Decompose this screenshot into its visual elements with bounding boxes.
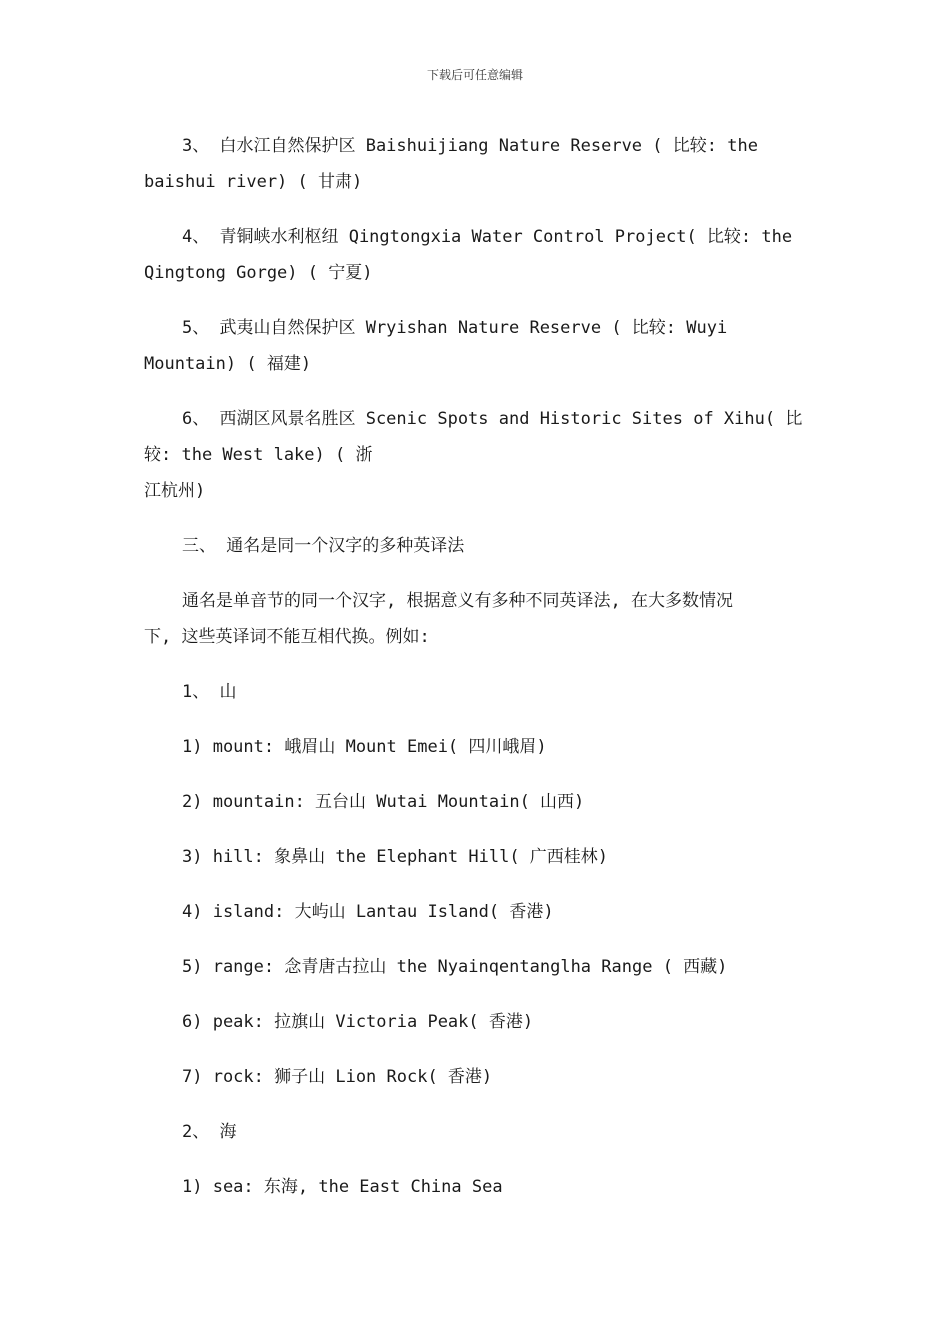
paragraph-line: baishui river) ( 甘肃) <box>144 172 363 192</box>
list-item <box>144 949 804 985</box>
paragraph-line: 4、 青铜峡水利枢纽 Qingtongxia Water Control Project( 比较: the <box>182 227 793 247</box>
list-item <box>144 1169 804 1205</box>
paragraph-item-6 <box>144 401 804 509</box>
section-heading <box>144 528 804 564</box>
paragraph-line: 1) sea: 东海, the East China Sea <box>182 1177 503 1197</box>
paragraph-line: 7) rock: 狮子山 Lion Rock( 香港) <box>182 1067 493 1087</box>
paragraph-line: 2、 海 <box>182 1122 237 1142</box>
document-body <box>144 128 804 1224</box>
paragraph-line: 三、 通名是同一个汉字的多种英译法 <box>182 536 465 556</box>
paragraph-line: 4) island: 大屿山 Lantau Island( 香港) <box>182 902 554 922</box>
list-item <box>144 894 804 930</box>
paragraph-line: 6) peak: 拉旗山 Victoria Peak( 香港) <box>182 1012 534 1032</box>
paragraph-line: 1、 山 <box>182 682 237 702</box>
paragraph-line: Mountain) ( 福建) <box>144 354 312 374</box>
page-header: 下载后可任意编辑 <box>426 68 523 82</box>
section-intro <box>144 583 804 655</box>
list-item <box>144 1059 804 1095</box>
subheading-sea <box>144 1114 804 1150</box>
paragraph-line: 2) mountain: 五台山 Wutai Mountain( 山西) <box>182 792 585 812</box>
paragraph-line: 1) mount: 峨眉山 Mount Emei( 四川峨眉) <box>182 737 547 757</box>
list-item <box>144 1004 804 1040</box>
paragraph-line: 5) range: 念青唐古拉山 the Nyainqentanglha Range ( 西藏) <box>182 957 728 977</box>
list-item <box>144 784 804 820</box>
paragraph-line: 3、 白水江自然保护区 Baishuijiang Nature Reserve ( 比较: the <box>182 136 758 156</box>
paragraph-line: 江杭州) <box>144 481 206 501</box>
paragraph-line: Qingtong Gorge) ( 宁夏) <box>144 263 373 283</box>
paragraph-line: 6、 西湖区风景名胜区 Scenic Spots and Historic Sites of Xihu( 比 <box>182 409 803 429</box>
paragraph-line: 3) hill: 象鼻山 the Elephant Hill( 广西桂林) <box>182 847 609 867</box>
paragraph-line: 下, 这些英译词不能互相代换。例如: <box>144 627 430 647</box>
paragraph-line: 5、 武夷山自然保护区 Wryishan Nature Reserve ( 比较: Wuyi <box>182 318 728 338</box>
paragraph-line: 较: the West lake) ( 浙 <box>144 445 373 465</box>
subheading-mountain <box>144 674 804 710</box>
paragraph-item-3 <box>144 128 804 200</box>
paragraph-item-5 <box>144 310 804 382</box>
paragraph-item-4 <box>144 219 804 291</box>
paragraph-line: 通名是单音节的同一个汉字, 根据意义有多种不同英译法, 在大多数情况 <box>182 591 733 611</box>
list-item <box>144 839 804 875</box>
list-item <box>144 729 804 765</box>
